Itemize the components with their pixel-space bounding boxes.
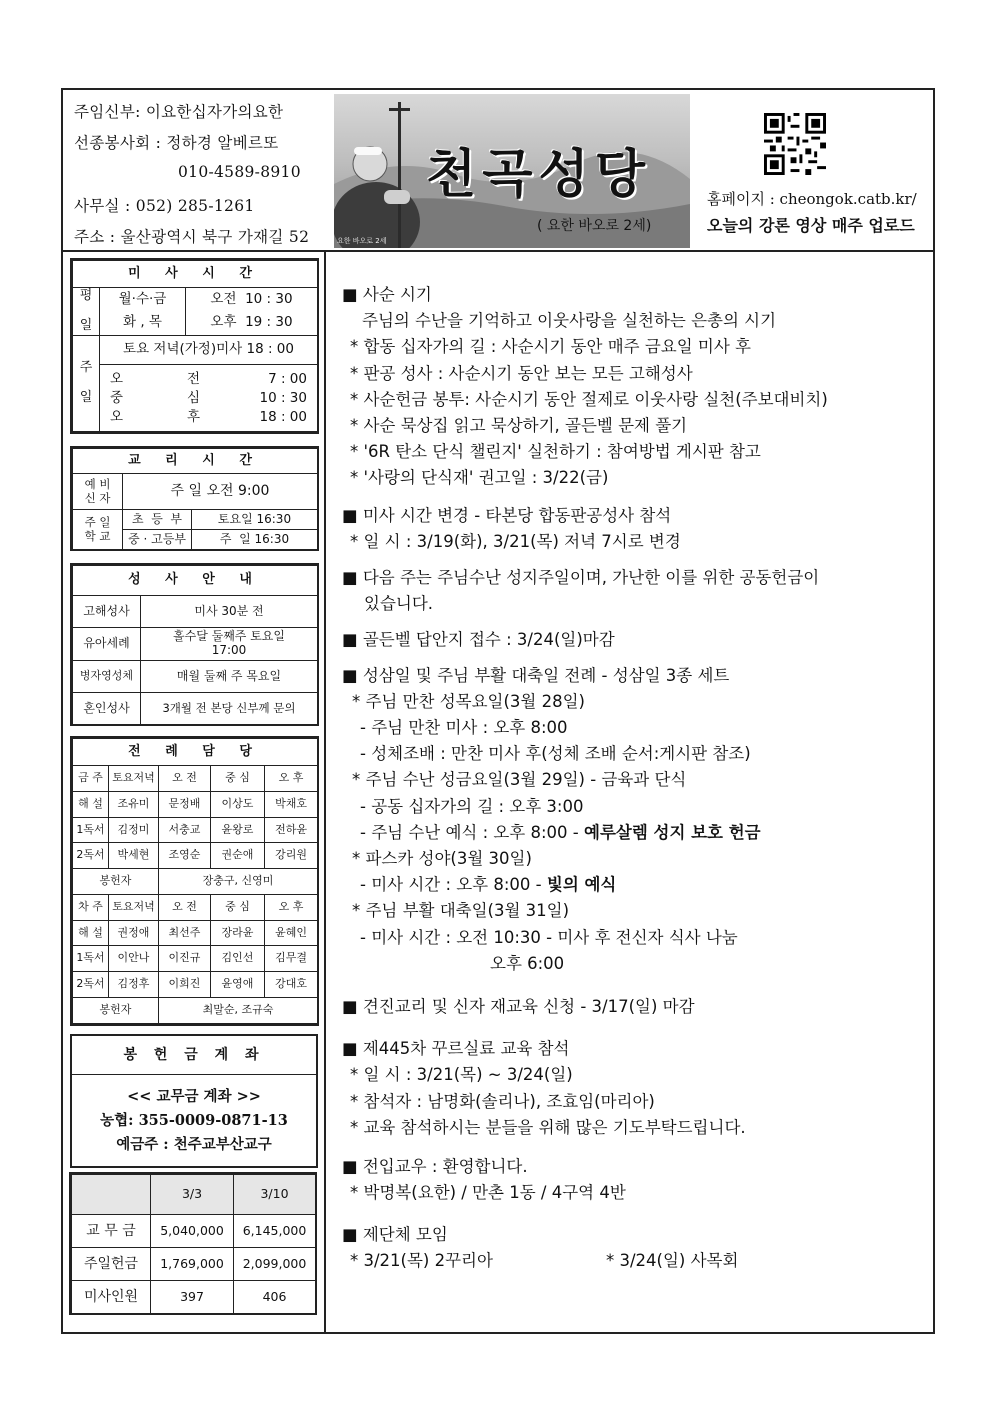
stats-date-header: 3/10 <box>234 1175 316 1215</box>
offering-stats-box <box>69 1172 317 1315</box>
sacrament-info: 홀수달 둘째주 토요일 17:00 <box>141 628 318 661</box>
mass-times-table <box>72 260 318 432</box>
account-title: 봉 헌 금 계 좌 <box>72 1036 316 1075</box>
liturgy-cell: 2독서 <box>73 972 109 998</box>
liturgy-header-cell: 중 심 <box>211 895 265 921</box>
sacrament-name: 혼인성사 <box>73 693 141 725</box>
notice-mass-change <box>342 503 927 555</box>
liturgy-cell: 2독서 <box>73 843 109 869</box>
liturgy-cell: 권순애 <box>211 843 265 869</box>
liturgy-header-cell: 오 전 <box>159 895 211 921</box>
notice-title: 사순 시기 <box>362 285 432 304</box>
account-number: 농협: 355-0009-0871-13 <box>100 1112 288 1129</box>
offerer-names: 장충구, 신영미 <box>159 868 318 894</box>
notice-line: * 사순헌금 봉투: 사순시기 동안 절제로 이웃사랑 실천(주보대비치) <box>350 389 828 409</box>
stats-value: 5,040,000 <box>151 1215 234 1248</box>
liturgy-cell: 이희진 <box>159 972 211 998</box>
liturgy-header-cell: 오 후 <box>265 766 318 792</box>
stats-label: 교 무 금 <box>72 1215 151 1248</box>
bullet-square-icon: ■ <box>342 630 358 650</box>
notice-line: - 주님 수난 예식 : 오후 8:00 - 예루살렘 성지 보호 헌금 <box>360 822 761 842</box>
funeral-service-line: 선종봉사회 : 정하경 알베르또 <box>74 134 279 152</box>
liturgy-table <box>72 738 318 1024</box>
liturgy-cell: 이안나 <box>109 946 159 972</box>
liturgy-cell: 장라윤 <box>211 920 265 946</box>
saturday-evening-mass: 토요 저녁(가정)미사 18 : 00 <box>100 335 318 364</box>
address-line: 주소 : 울산광역시 북구 가재길 52 <box>74 228 310 246</box>
notice-line: 주님의 수난을 기억하고 이웃사랑을 실천하는 은총의 시기 <box>362 311 777 331</box>
offerer-names: 최말순, 조규숙 <box>159 997 318 1023</box>
secondary-label: 중 · 고등부 <box>123 530 192 550</box>
notice-line: * 주님 부활 대축일(3월 31일) <box>352 901 570 921</box>
header-divider <box>61 250 935 252</box>
catechumen-label: 예 비 신 자 <box>73 474 123 510</box>
liturgy-cell: 조영순 <box>159 843 211 869</box>
offering-account-box <box>70 1034 318 1168</box>
stats-value: 1,769,000 <box>151 1248 234 1281</box>
notice-golden-bell <box>342 627 927 653</box>
sacrament-info: 미사 30분 전 <box>141 596 318 628</box>
stats-corner <box>72 1175 151 1215</box>
notice-line: - 공동 십자가의 길 : 오후 3:00 <box>360 796 584 816</box>
liturgy-cell: 서충교 <box>159 817 211 843</box>
bullet-square-icon: ■ <box>342 285 358 304</box>
liturgy-cell: 문정배 <box>159 791 211 817</box>
notice-line: - 미사 시간 : 오후 8:00 - 빛의 예식 <box>360 875 617 895</box>
liturgy-cell: 전하윤 <box>265 817 318 843</box>
notice-lent <box>342 282 927 492</box>
weekday-tt: 화 , 목 <box>100 312 186 336</box>
notice-line: - 주님 만찬 미사 : 오후 8:00 <box>360 718 568 738</box>
weekday-mwf-time: 오전 10 : 30 <box>186 288 318 312</box>
bullet-square-icon: ■ <box>342 505 358 525</box>
elementary-label: 초 등 부 <box>123 510 192 530</box>
offering-stats-table <box>71 1174 316 1314</box>
sacrament-name: 병자영성체 <box>73 661 141 693</box>
liturgy-box <box>70 736 319 1026</box>
catechism-table <box>72 448 318 550</box>
notice-title: 견진교리 및 신자 재교육 신청 - 3/17(일) 마감 <box>362 997 695 1017</box>
sacraments-table <box>72 565 318 725</box>
liturgy-cell: 해 설 <box>73 791 109 817</box>
liturgy-cell: 김인선 <box>211 946 265 972</box>
liturgy-cell: 김정후 <box>109 972 159 998</box>
offerer-label: 봉헌자 <box>73 868 159 894</box>
mass-times-box <box>70 258 319 434</box>
weekday-label: 평 일 <box>73 288 100 336</box>
notice-triduum <box>342 663 927 977</box>
liturgy-cell: 이상도 <box>211 791 265 817</box>
notice-line: * 합동 십자가의 길 : 사순시기 동안 매주 금요일 미사 후 <box>350 337 751 357</box>
notice-line: - 미사 시간 : 오전 10:30 - 미사 후 전신자 식사 나눔 <box>360 927 738 947</box>
catechism-title: 교 리 시 간 <box>73 449 318 474</box>
stats-label: 미사인원 <box>72 1281 151 1314</box>
liturgy-cell: 윤왕로 <box>211 817 265 843</box>
liturgy-cell: 박세현 <box>109 843 159 869</box>
liturgy-cell: 해 설 <box>73 920 109 946</box>
parish-banner <box>334 94 690 248</box>
weekday-tt-time: 오후 19 : 30 <box>186 312 318 336</box>
liturgy-cell: 1독서 <box>73 946 109 972</box>
notice-cursillo <box>342 1036 927 1141</box>
liturgy-cell: 윤혜인 <box>265 920 318 946</box>
stats-value: 406 <box>234 1281 316 1314</box>
sacraments-title: 성 사 안 내 <box>73 566 318 596</box>
notice-line: * 주님 수난 성금요일(3월 29일) - 금육과 단식 <box>352 770 687 790</box>
bullet-square-icon: ■ <box>342 1157 358 1177</box>
liturgy-cell: 이진규 <box>159 946 211 972</box>
offerer-label: 봉헌자 <box>73 997 159 1023</box>
notice-title: 골든벨 답안지 접수 : 3/24(일)마감 <box>362 630 615 650</box>
stats-value: 6,145,000 <box>234 1215 316 1248</box>
bullet-square-icon: ■ <box>342 1224 358 1244</box>
bullet-square-icon: ■ <box>342 568 358 588</box>
liturgy-cell: 1독서 <box>73 817 109 843</box>
notice-line: * '6R 탄소 단식 챌린지' 실천하기 : 참여방법 게시판 참고 <box>350 442 761 462</box>
homepage-link[interactable]: 홈페이지 : cheongok.catb.kr/ <box>707 190 917 208</box>
catechumen-time: 주 일 오전 9:00 <box>123 474 318 510</box>
notice-line: * 파스카 성야(3월 30일) <box>352 849 532 869</box>
qr-code-icon[interactable] <box>764 113 826 175</box>
liturgy-cell: 박채호 <box>265 791 318 817</box>
notice-title: 제단체 모임 <box>362 1224 448 1244</box>
notice-title: 다음 주는 주님수난 성지주일이며, 가난한 이를 위한 공동헌금이 <box>362 568 820 588</box>
notice-palm-sunday <box>342 565 927 617</box>
notice-line: - 성체조배 : 만찬 미사 후(성체 조배 순서:게시판 참조) <box>360 744 751 764</box>
bullet-square-icon: ■ <box>342 665 358 685</box>
stats-date-header: 3/3 <box>151 1175 234 1215</box>
liturgy-header-cell: 오 후 <box>265 895 318 921</box>
stats-value: 397 <box>151 1281 234 1314</box>
account-heading: << 교무금 계좌 >> <box>127 1088 261 1105</box>
notice-line: * 사순 묵상집 읽고 묵상하기, 골든벨 문제 풀기 <box>350 416 688 436</box>
notice-confirmation <box>342 994 927 1020</box>
notice-line: 있습니다. <box>364 594 434 614</box>
notice-title: 미사 시간 변경 - 타본당 합동판공성사 참석 <box>362 505 672 525</box>
sunday-school-label: 주 일 학 교 <box>73 510 123 550</box>
notice-title: 성삼일 및 주님 부활 대축일 전례 - 성삼일 3종 세트 <box>362 665 730 685</box>
notice-line: * '사랑의 단식재' 권고일 : 3/22(금) <box>350 468 609 488</box>
upload-note: 오늘의 강론 영상 매주 업로드 <box>707 216 915 235</box>
secondary-time: 주 일 16:30 <box>192 530 318 550</box>
sunday-mass-list: 오 전 7 : 00 중 심 10 : 30 오 후 18 : 00 <box>100 365 318 432</box>
liturgy-cell: 조유미 <box>109 791 159 817</box>
stats-value: 2,099,000 <box>234 1248 316 1281</box>
notice-line: * 참석자 : 남명화(솔리나), 조효임(마리아) <box>350 1091 655 1111</box>
pastor-line: 주임신부: 이요한십자가의요한 <box>74 103 284 121</box>
notice-line: * 박명복(요한) / 만촌 1동 / 4구역 4반 <box>350 1183 626 1203</box>
liturgy-header-cell: 토요저녁 <box>109 895 159 921</box>
liturgy-header-cell: 오 전 <box>159 766 211 792</box>
office-phone: 사무실 : 052) 285-1261 <box>74 197 255 215</box>
liturgy-header-cell: 중 심 <box>211 766 265 792</box>
notice-line: * 3/21(목) 2꾸리아 * 3/24(일) 사목회 <box>350 1250 739 1270</box>
catechism-box <box>70 446 319 551</box>
notice-line: * 교육 참석하시는 분들을 위해 많은 기도부탁드립니다. <box>350 1117 746 1137</box>
sacrament-name: 고해성사 <box>73 596 141 628</box>
liturgy-cell: 최선주 <box>159 920 211 946</box>
notice-groups <box>342 1222 927 1274</box>
notice-newcomers <box>342 1154 927 1206</box>
liturgy-cell: 윤영애 <box>211 972 265 998</box>
weekday-mwf: 월·수·금 <box>100 288 186 312</box>
elementary-time: 토요일 16:30 <box>192 510 318 530</box>
bullet-square-icon: ■ <box>342 1039 358 1059</box>
liturgy-header-cell: 차 주 <box>73 895 109 921</box>
funeral-phone: 010-4589-8910 <box>178 163 301 181</box>
account-holder: 예금주 : 천주교부산교구 <box>116 1136 272 1153</box>
notice-line: * 판공 성사 : 사순시기 동안 보는 모든 고해성사 <box>350 363 693 383</box>
notice-title: 전입교우 : 환영합니다. <box>362 1157 528 1177</box>
sacrament-info: 3개월 전 본당 신부께 문의 <box>141 693 318 725</box>
stats-label: 주일헌금 <box>72 1248 151 1281</box>
notice-line: * 주님 만찬 성목요일(3월 28일) <box>352 691 585 711</box>
liturgy-cell: 강대호 <box>265 972 318 998</box>
photo-caption: 요한 바오로 2세 <box>337 237 387 245</box>
liturgy-cell: 김정미 <box>109 817 159 843</box>
sunday-label: 주 일 <box>73 335 100 431</box>
liturgy-header-cell: 금 주 <box>73 766 109 792</box>
bullet-square-icon: ■ <box>342 997 358 1017</box>
sacrament-info: 매월 둘째 주 목요일 <box>141 661 318 693</box>
mass-times-title: 미 사 시 간 <box>73 261 318 288</box>
notices-column <box>342 282 927 1274</box>
notice-line: * 일 시 : 3/19(화), 3/21(목) 저녁 7시로 변경 <box>350 531 681 551</box>
sacrament-name: 유아세례 <box>73 628 141 661</box>
liturgy-title: 전 례 담 당 <box>73 739 318 766</box>
parish-patron: ( 요한 바오로 2세) <box>537 218 652 234</box>
liturgy-cell: 권정애 <box>109 920 159 946</box>
parish-title: 천곡성당 <box>426 144 651 205</box>
sacraments-box <box>70 563 319 726</box>
column-divider <box>324 251 326 1334</box>
notice-line: * 일 시 : 3/21(목) ~ 3/24(일) <box>350 1065 573 1085</box>
liturgy-cell: 김무결 <box>265 946 318 972</box>
notice-line: 오후 6:00 <box>490 953 565 973</box>
liturgy-cell: 강리원 <box>265 843 318 869</box>
liturgy-header-cell: 토요저녁 <box>109 766 159 792</box>
notice-title: 제445차 꾸르실료 교육 참석 <box>362 1039 570 1059</box>
